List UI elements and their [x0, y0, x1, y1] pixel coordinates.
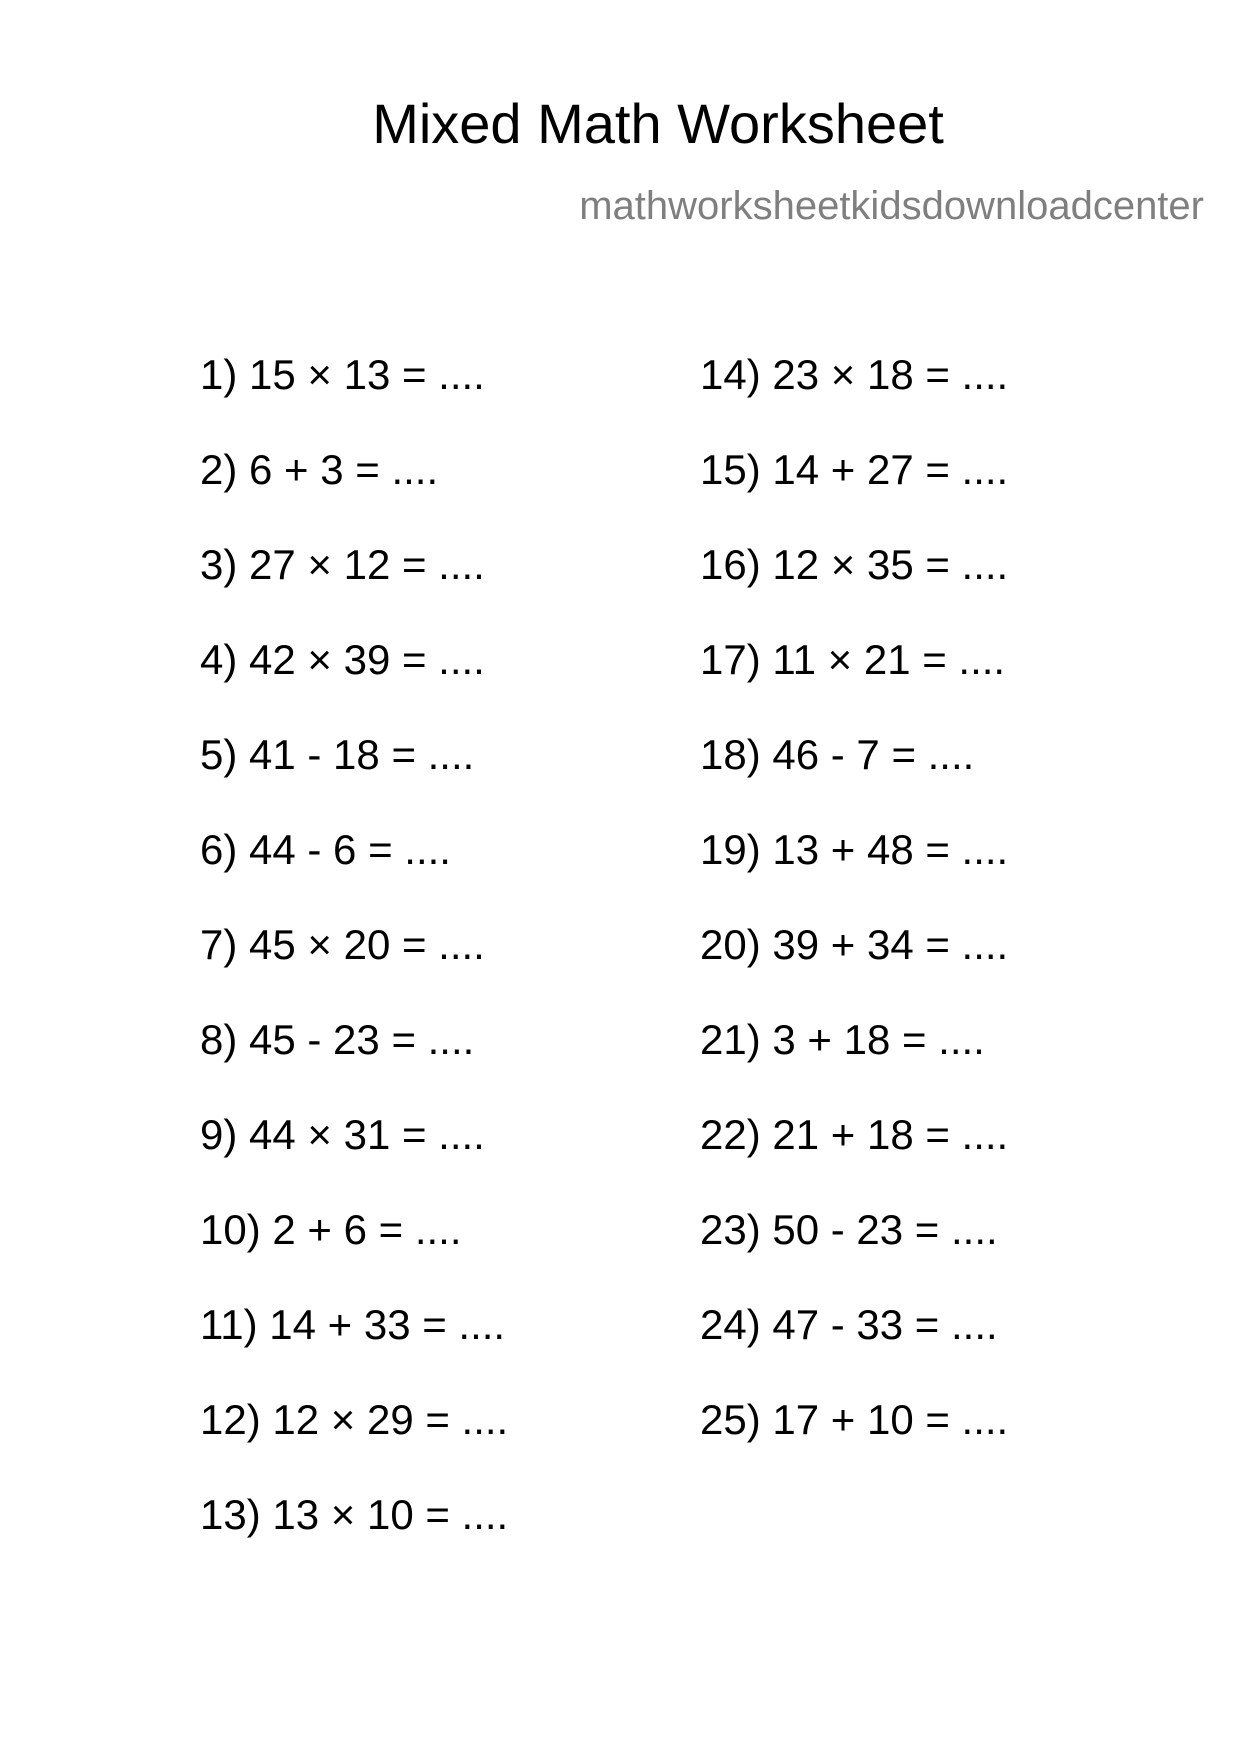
- problem-8: 8) 45 - 23 = ....: [200, 1016, 475, 1063]
- problem-17: 17) 11 × 21 = ....: [700, 636, 1006, 683]
- problem-25: 25) 17 + 10 = ....: [700, 1396, 1009, 1443]
- problem-18: 18) 46 - 7 = ....: [700, 731, 975, 778]
- problem-22: 22) 21 + 18 = ....: [700, 1111, 1009, 1158]
- problem-2: 2) 6 + 3 = ....: [200, 446, 439, 493]
- problem-16: 16) 12 × 35 = ....: [700, 541, 1009, 588]
- problem-14: 14) 23 × 18 = ....: [700, 351, 1009, 398]
- problem-11: 11) 14 + 33 = ....: [200, 1301, 506, 1348]
- problem-column-left: [200, 350, 508, 1585]
- problem-21: 21) 3 + 18 = ....: [700, 1016, 985, 1063]
- problem-10: 10) 2 + 6 = ....: [200, 1206, 462, 1253]
- problem-7: 7) 45 × 20 = ....: [200, 921, 485, 968]
- problem-1: 1) 15 × 13 = ....: [200, 351, 485, 398]
- problem-column-right: [700, 350, 1008, 1490]
- problem-6: 6) 44 - 6 = ....: [200, 826, 451, 873]
- problem-5: 5) 41 - 18 = ....: [200, 731, 475, 778]
- problem-12: 12) 12 × 29 = ....: [200, 1396, 509, 1443]
- problem-list: [0, 350, 1240, 1550]
- problem-19: 19) 13 + 48 = ....: [700, 826, 1009, 873]
- problem-4: 4) 42 × 39 = ....: [200, 636, 485, 683]
- problem-24: 24) 47 - 33 = ....: [700, 1301, 998, 1348]
- problem-9: 9) 44 × 31 = ....: [200, 1111, 485, 1158]
- page-title: Mixed Math Worksheet: [372, 92, 944, 155]
- problem-3: 3) 27 × 12 = ....: [200, 541, 485, 588]
- problem-20: 20) 39 + 34 = ....: [700, 921, 1009, 968]
- site-watermark: mathworksheetkidsdownloadcenter: [579, 184, 1204, 228]
- problem-23: 23) 50 - 23 = ....: [700, 1206, 998, 1253]
- problem-15: 15) 14 + 27 = ....: [700, 446, 1009, 493]
- problem-13: 13) 13 × 10 = ....: [200, 1491, 509, 1538]
